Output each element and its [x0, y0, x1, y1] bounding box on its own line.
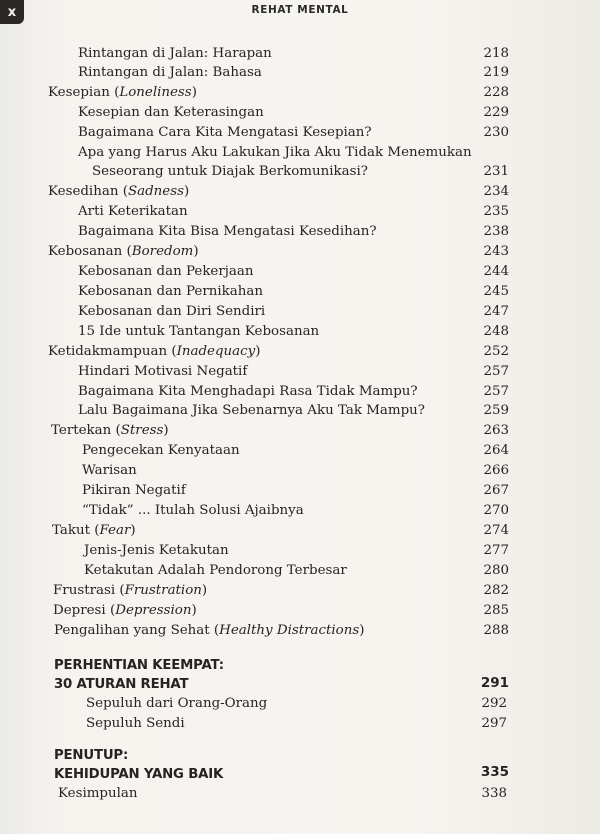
toc-entry[interactable]: Sepuluh Sendi 297 — [0, 714, 600, 734]
toc-entry[interactable]: Kesepian dan Keterasingan 229 — [0, 103, 600, 123]
toc-page-number: 229 — [483, 105, 509, 120]
toc-entry[interactable]: Takut (Fear) 274 — [0, 521, 600, 541]
toc-page-number: 267 — [483, 483, 509, 498]
toc-entry[interactable]: “Tidak” ... Itulah Solusi Ajaibnya 270 — [0, 501, 600, 521]
toc-entry[interactable]: Lalu Bagaimana Jika Sebenarnya Aku Tak Mampu? 259 — [0, 401, 600, 421]
section-page-number: 335 — [480, 764, 509, 780]
toc-page-number: 266 — [483, 463, 509, 478]
toc-page-number: 252 — [483, 344, 509, 359]
toc-page-number: 238 — [483, 224, 509, 239]
toc-entry[interactable]: Arti Keterikatan 235 — [0, 202, 600, 222]
toc-page-number: 338 — [481, 786, 507, 801]
toc-entry[interactable]: Frustrasi (Frustration) 282 — [0, 581, 600, 601]
toc-entry[interactable]: Warisan 266 — [0, 461, 600, 481]
toc-entry[interactable]: Kebosanan dan Diri Sendiri 247 — [0, 302, 600, 322]
running-head: REHAT MENTAL — [251, 4, 349, 16]
toc-page-number: 264 — [483, 443, 509, 458]
toc-page-number: 288 — [483, 623, 509, 638]
toc-entry[interactable]: Hindari Motivasi Negatif 257 — [0, 362, 600, 382]
toc-page-number: 243 — [483, 244, 509, 259]
toc-page-number: 274 — [483, 523, 509, 538]
section-heading[interactable]: PERHENTIAN KEEMPAT: — [54, 658, 224, 673]
toc-entry[interactable]: Pengecekan Kenyataan 264 — [0, 441, 600, 461]
toc-entry[interactable]: Bagaimana Cara Kita Mengatasi Kesepian? 230 — [0, 123, 600, 143]
toc-page-number: 263 — [483, 423, 509, 438]
toc-page-number: 282 — [483, 583, 509, 598]
toc-page-number: 257 — [483, 384, 509, 399]
toc-page-number: 231 — [483, 164, 509, 179]
toc-entry[interactable]: Bagaimana Kita Menghadapi Rasa Tidak Mampu? 257 — [0, 382, 600, 402]
toc-page-number: 234 — [483, 184, 509, 199]
toc-entry[interactable]: Depresi (Depression) 285 — [0, 601, 600, 621]
toc-page-number: 228 — [483, 85, 509, 100]
toc-entry[interactable]: Rintangan di Jalan: Harapan 218 — [0, 44, 600, 64]
toc-entry[interactable]: Ketidakmampuan (Inadequacy) 252 — [0, 342, 600, 362]
toc-entry[interactable]: Kesedihan (Sadness) 234 — [0, 182, 600, 202]
section-heading[interactable]: 30 ATURAN REHAT — [54, 677, 189, 692]
toc-entry[interactable]: Ketakutan Adalah Pendorong Terbesar 280 — [0, 561, 600, 581]
toc-page-number: 259 — [483, 403, 509, 418]
toc-entry[interactable]: Rintangan di Jalan: Bahasa 219 — [0, 63, 600, 83]
toc-page-number: 247 — [483, 304, 509, 319]
toc-page-number: 230 — [483, 125, 509, 140]
toc-page-number: 219 — [483, 65, 509, 80]
toc-entry[interactable]: Bagaimana Kita Bisa Mengatasi Kesedihan? 238 — [0, 222, 600, 242]
toc-entry[interactable]: Pengalihan yang Sehat (Healthy Distractions) 288 — [0, 621, 600, 641]
toc-entry[interactable]: Pikiran Negatif 267 — [0, 481, 600, 501]
toc-page-number: 270 — [483, 503, 509, 518]
toc-page-number: 218 — [483, 46, 509, 61]
toc-page-number: 285 — [483, 603, 509, 618]
close-icon[interactable]: x — [0, 0, 24, 24]
toc-page-number: 248 — [483, 324, 509, 339]
toc-entry[interactable]: Tertekan (Stress) 263 — [0, 421, 600, 441]
section-page-number: 291 — [480, 675, 509, 691]
toc-page-number: 245 — [483, 284, 509, 299]
toc-page-number: 235 — [483, 204, 509, 219]
toc-entry[interactable]: 15 Ide untuk Tantangan Kebosanan 248 — [0, 322, 600, 342]
toc-page-number: 292 — [481, 696, 507, 711]
toc-entry[interactable]: Kesimpulan 338 — [0, 784, 600, 804]
toc-entry[interactable]: Kebosanan dan Pekerjaan 244 — [0, 262, 600, 282]
toc-page-number: 257 — [483, 364, 509, 379]
toc-entry[interactable]: Kebosanan (Boredom) 243 — [0, 242, 600, 262]
toc-page-number: 280 — [483, 563, 509, 578]
toc-entry[interactable]: Apa yang Harus Aku Lakukan Jika Aku Tidak Menemukan — [78, 145, 472, 160]
toc-page-number: 277 — [483, 543, 509, 558]
section-heading[interactable]: KEHIDUPAN YANG BAIK — [54, 767, 224, 782]
toc-entry[interactable]: Jenis-Jenis Ketakutan 277 — [0, 541, 600, 561]
toc-entry[interactable]: Seseorang untuk Diajak Berkomunikasi? 231 — [0, 162, 600, 182]
toc-page-number: 244 — [483, 264, 509, 279]
toc-entry[interactable]: Kesepian (Loneliness) 228 — [0, 83, 600, 103]
toc-entry[interactable]: Kebosanan dan Pernikahan 245 — [0, 282, 600, 302]
toc-entry[interactable]: Sepuluh dari Orang-Orang 292 — [0, 694, 600, 714]
toc-page-number: 297 — [481, 716, 507, 731]
section-heading[interactable]: PENUTUP: — [54, 748, 129, 763]
